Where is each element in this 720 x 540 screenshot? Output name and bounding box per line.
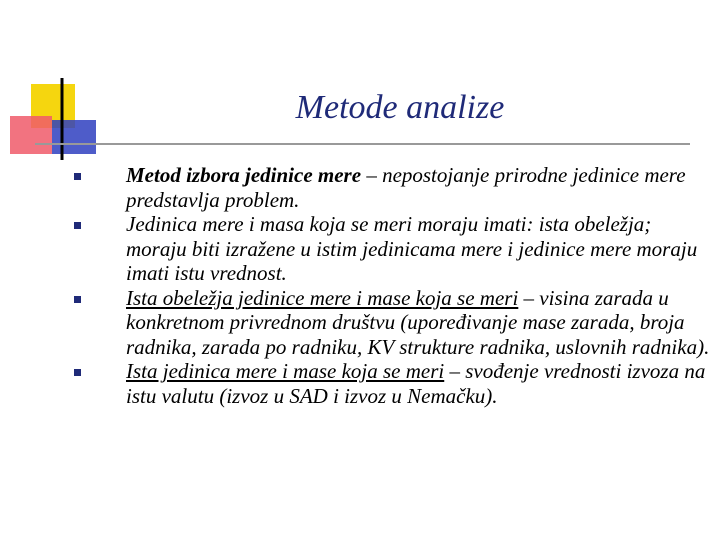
red-square (10, 116, 52, 154)
bullet-text: – nepostojanje prirodne jedinice mere predstavlja problem. (126, 163, 686, 212)
square-bullet-icon (74, 296, 81, 303)
bullet-lead: Ista obeležja jedinice mere i mase koja se meri (126, 285, 519, 310)
slide-title: Metode analize (295, 89, 505, 126)
bullet-item (74, 163, 714, 212)
square-bullet-icon (74, 369, 81, 376)
bullet-text: – svođenje vrednosti izvoza na istu valutu (izvoz u SAD i izvoz u Nemačku). (126, 359, 706, 408)
square-bullet-icon (74, 173, 81, 180)
bullet-text: – visina zarada u konkretnom privrednom društvu (upoređivanje mase zarada, broja radnika, zarada po radniku, KV strukture radnika, uslovnih radnika). (126, 285, 710, 359)
bullet-item (74, 286, 714, 360)
bullet-lead: Metod izbora jedinice mere (126, 163, 362, 187)
square-bullet-icon (74, 222, 81, 229)
bullet-list (74, 163, 714, 408)
bullet-lead: Ista jedinica mere i mase koja se meri (126, 359, 445, 383)
bullet-item (74, 212, 714, 286)
slide-decoration (0, 0, 720, 170)
bullet-text: Jedinica mere i masa koja se meri moraju imati: ista obeležja; moraju biti izražene u istim jedinicama mere i jedinice mere moraju imati istu vrednost. (126, 212, 698, 285)
blue-square (52, 120, 96, 154)
bullet-item (74, 359, 714, 408)
